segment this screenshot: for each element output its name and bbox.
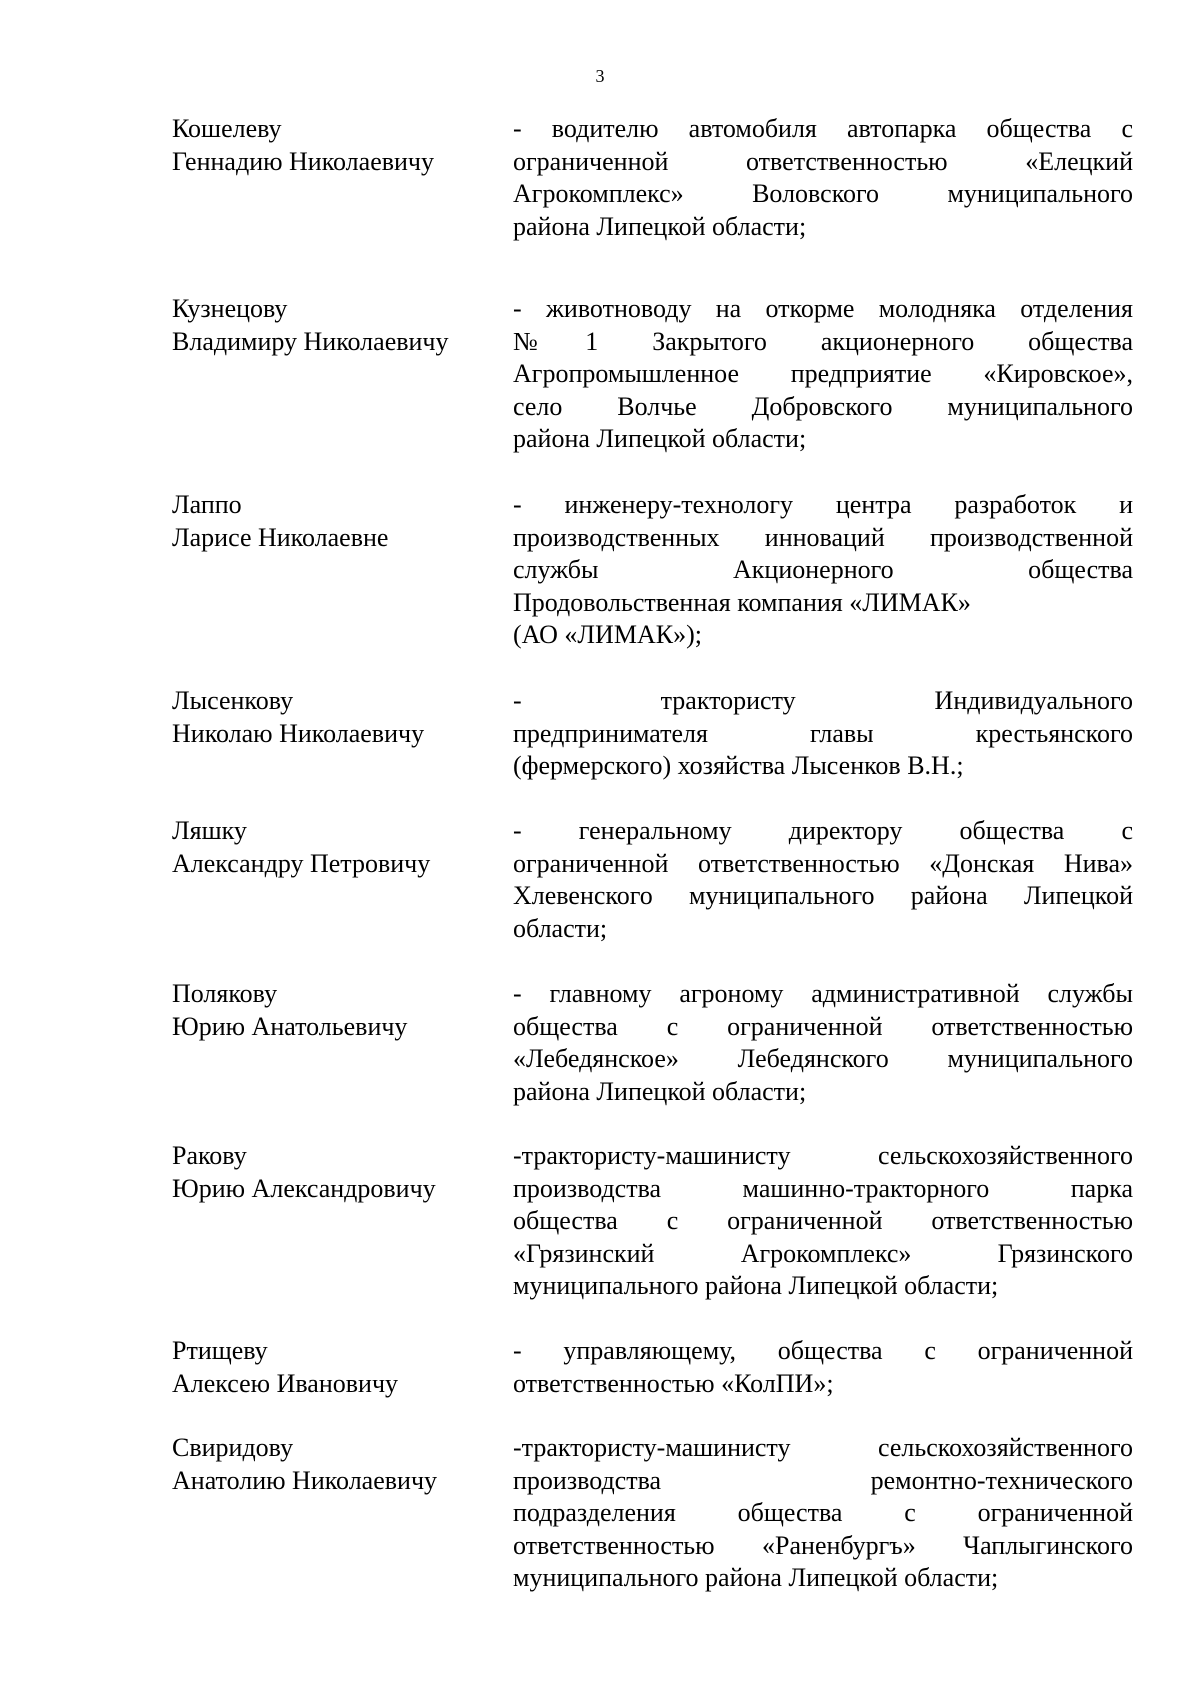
position-line: муниципального района Липецкой области; [513, 1271, 999, 1300]
position-line: - генеральному директору общества с [513, 816, 1133, 845]
position-line: производства ремонтно-технического [513, 1465, 1133, 1495]
position-line: - трактористу Индивидуального [513, 686, 1133, 715]
recipient-name [172, 1432, 492, 1497]
recipient-surname: Полякову [172, 979, 278, 1008]
recipient-position [513, 685, 1133, 783]
position-line: - инженеру-технологу центра разработок и [513, 490, 1133, 519]
recipient-given-names: Анатолию Николаевичу [172, 1465, 438, 1495]
position-line: производственных инноваций производственной [513, 522, 1133, 552]
position-line: предпринимателя главы крестьянского [513, 718, 1133, 748]
position-line: - водителю автомобиля автопарка общества с [513, 114, 1133, 143]
position-line: района Липецкой области; [513, 1076, 807, 1106]
recipient-given-names: Юрию Анатольевичу [172, 1011, 408, 1041]
recipient-given-names: Алексею Ивановичу [172, 1368, 399, 1398]
recipient-surname: Кузнецову [172, 294, 288, 323]
position-line: (фермерского) хозяйства Лысенков В.Н.; [513, 751, 964, 780]
recipient-position [513, 489, 1133, 652]
position-line: службы Акционерного общества [513, 555, 1133, 584]
recipient-name [172, 489, 492, 554]
recipient-surname: Ракову [172, 1141, 247, 1170]
position-line: -трактористу-машинисту сельскохозяйственного [513, 1141, 1133, 1170]
position-line: (АО «ЛИМАК»); [513, 620, 702, 649]
recipient-position [513, 1140, 1133, 1303]
recipient-surname: Лаппо [172, 490, 242, 519]
position-line: Продовольственная компания «ЛИМАК» [513, 587, 971, 617]
position-line: ответственностью «Раненбургъ» Чаплыгинского [513, 1530, 1133, 1560]
position-line: общества с ограниченной ответственностью [513, 1011, 1133, 1041]
position-line: Агрокомплекс» Воловского муниципального [513, 179, 1133, 208]
recipient-given-names: Геннадию Николаевичу [172, 146, 435, 176]
recipient-position [513, 815, 1133, 945]
page-number: 3 [595, 66, 605, 86]
recipient-surname: Лысенкову [172, 686, 294, 715]
recipient-given-names: Ларисе Николаевне [172, 522, 389, 552]
position-line: «Грязинский Агрокомплекс» Грязинского [513, 1238, 1133, 1268]
position-line: №1 Закрытого акционерного общества [513, 326, 1133, 356]
recipient-position [513, 113, 1133, 243]
recipient-position [513, 1432, 1133, 1595]
position-line: области; [513, 913, 608, 943]
recipient-surname: Кошелеву [172, 114, 282, 143]
position-line: муниципального района Липецкой области; [513, 1563, 999, 1592]
position-line: - главному агроному административной службы [513, 979, 1133, 1008]
recipient-given-names: Владимиру Николаевичу [172, 326, 449, 356]
position-line: общества с ограниченной ответственностью [513, 1206, 1133, 1235]
position-line: подразделения общества с ограниченной [513, 1498, 1133, 1527]
position-line: Хлевенского муниципального района Липецкой [513, 881, 1133, 910]
recipient-name [172, 1140, 492, 1205]
position-line: село Волчье Добровского муниципального [513, 391, 1133, 421]
position-line: ограниченной ответственностью «Елецкий [513, 146, 1133, 176]
recipient-position [513, 978, 1133, 1108]
recipient-name [172, 685, 492, 750]
recipient-given-names: Александру Петровичу [172, 848, 431, 878]
recipient-surname: Ляшку [172, 816, 247, 845]
recipient-surname: Ртищеву [172, 1336, 268, 1365]
recipient-name [172, 815, 492, 880]
recipient-surname: Свиридову [172, 1433, 294, 1462]
recipient-name [172, 113, 492, 178]
position-line: района Липецкой области; [513, 424, 807, 453]
recipient-name [172, 1335, 492, 1400]
position-line: Агропромышленное предприятие «Кировское», [513, 359, 1133, 388]
recipient-position [513, 1335, 1133, 1400]
position-line: района Липецкой области; [513, 211, 807, 241]
recipient-given-names: Юрию Александровичу [172, 1173, 436, 1203]
position-line: - управляющему, общества с ограниченной [513, 1336, 1133, 1365]
recipient-given-names: Николаю Николаевичу [172, 718, 425, 748]
position-line: ответственностью «КолПИ»; [513, 1368, 834, 1398]
position-line: -трактористу-машинисту сельскохозяйственного [513, 1433, 1133, 1462]
position-line: ограниченной ответственностью «Донская Нива» [513, 848, 1133, 878]
recipient-name [172, 978, 492, 1043]
recipient-position [513, 293, 1133, 456]
recipient-name [172, 293, 492, 358]
position-line: «Лебедянское» Лебедянского муниципального [513, 1044, 1133, 1073]
position-line: производства машинно-тракторного парка [513, 1173, 1133, 1203]
position-line: - животноводу на откорме молодняка отделения [513, 294, 1133, 323]
